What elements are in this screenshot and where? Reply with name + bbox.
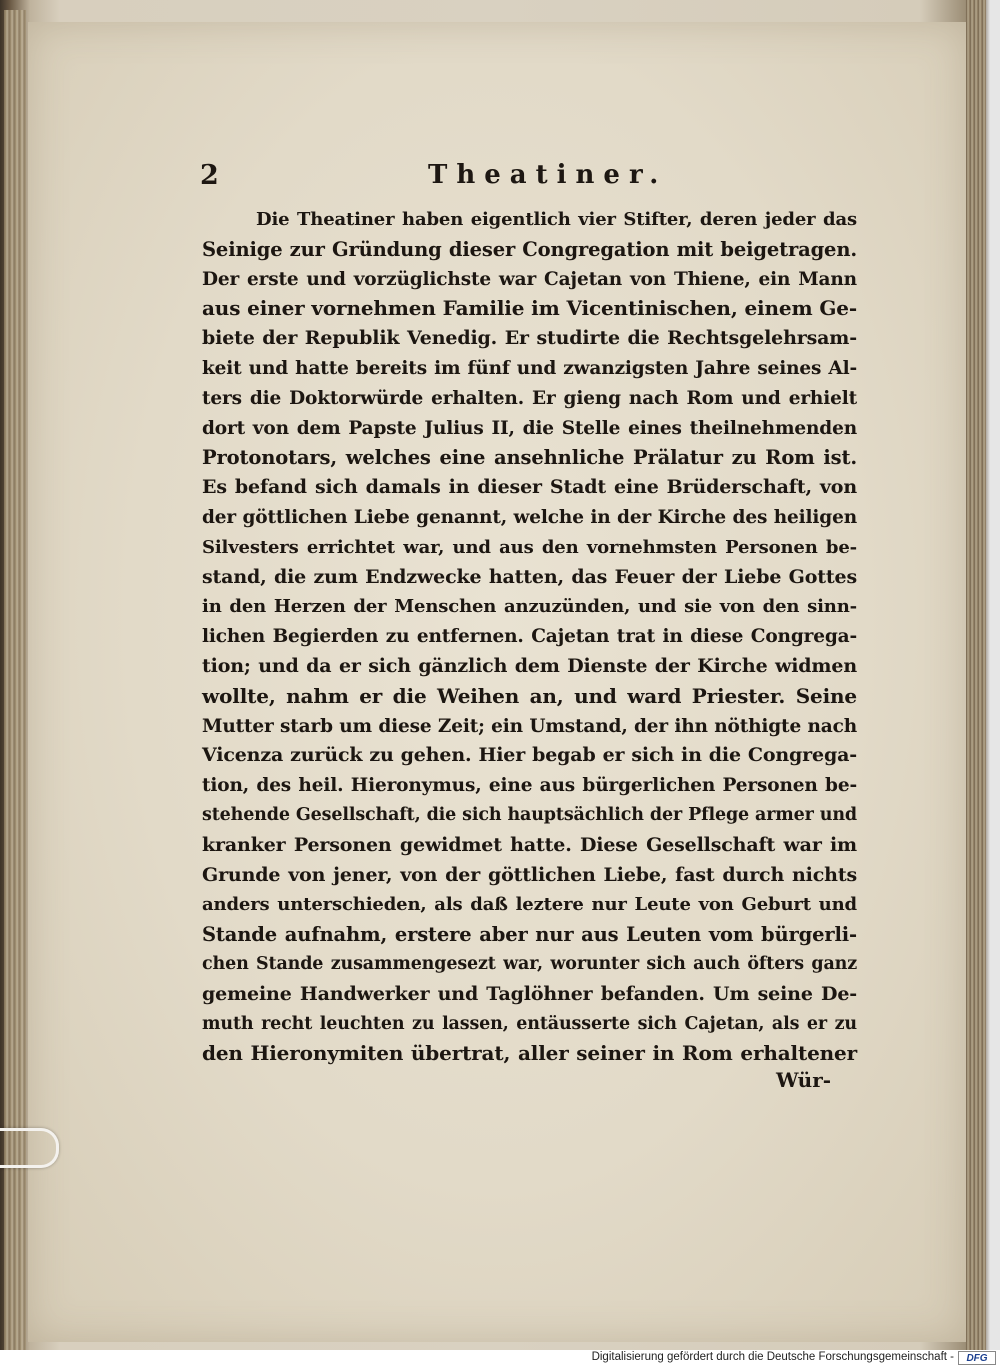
text-line: Silvesters errichtet war, und aus den vornehmsten Personen be- (202, 536, 857, 558)
text-line: Protonotars, welches eine ansehnliche Prälatur zu Rom ist. (202, 446, 857, 470)
text-line: keit und hatte bereits im fünf und zwanzigsten Jahre seines Al- (202, 357, 857, 379)
funding-credit: Digitalisierung gefördert durch die Deutsche Forschungsgemeinschaft - (591, 1351, 954, 1363)
footer-bar (0, 1350, 1000, 1367)
text-line: Vicenza zurück zu gehen. Hier begab er sich in die Congrega- (202, 744, 857, 767)
text-line: den Hieronymiten übertrat, aller seiner in Rom erhaltener (202, 1041, 857, 1066)
text-line: kranker Personen gewidmet hatte. Diese Gesellschaft war im (202, 833, 857, 856)
text-line: lichen Begierden zu entfernen. Cajetan trat in diese Congrega- (202, 626, 857, 648)
text-line: biete der Republik Venedig. Er studirte die Rechtsgelehrsam- (202, 327, 857, 350)
text-line: Stande aufnahm, erstere aber nur aus Leuten vom bürgerli- (202, 923, 857, 947)
text-line: stehende Gesellschaft, die sich hauptsächlich der Pflege armer und (202, 804, 857, 825)
bookmark-ribbon (0, 1128, 59, 1168)
catchword: Wür- (776, 1068, 832, 1092)
body-text (202, 205, 857, 1069)
text-line: dort von dem Papste Julius II, die Stelle eines theilnehmenden (202, 417, 857, 439)
text-line: Mutter starb um diese Zeit; ein Umstand, der ihn nöthigte nach (202, 715, 857, 737)
text-line: tion, des heil. Hieronymus, eine aus bürgerlichen Personen be- (202, 775, 857, 797)
text-line: gemeine Handwerker und Taglöhner befanden. Um seine De- (202, 982, 857, 1005)
text-line: wollte, nahm er die Weihen an, und ward Priester. Seine (202, 683, 857, 708)
page-header (200, 160, 850, 200)
text-line: Der erste und vorzüglichste war Cajetan von Thiene, ein Mann (202, 268, 857, 290)
running-title: Theatiner. (428, 160, 668, 190)
text-line: chen Stande zusammengesezt war, worunter sich auch öfters ganz (202, 953, 857, 974)
text-line: der göttlichen Liebe genannt, welche in der Kirche des heiligen (202, 506, 857, 528)
dfg-logo[interactable]: DFG (958, 1351, 996, 1365)
text-line: aus einer vornehmen Familie im Vicentinischen, einem Ge- (202, 296, 857, 321)
text-line: Es befand sich damals in dieser Stadt eine Brüderschaft, von (202, 476, 857, 499)
text-line: stand, die zum Endzwecke hatten, das Feuer der Liebe Gottes (202, 565, 857, 588)
page-edges-right (966, 0, 986, 1350)
text-line: in den Herzen der Menschen anzuzünden, und sie von den sinn- (202, 596, 857, 618)
text-line: muth recht leuchten zu lassen, entäusserte sich Cajetan, als er zu (202, 1013, 857, 1034)
text-line: ters die Doktorwürde erhalten. Er gieng nach Rom und erhielt (202, 387, 857, 409)
text-line: Die Theatiner haben eigentlich vier Stifter, deren jeder das (256, 209, 857, 230)
text-line: anders unterschieden, als daß leztere nur Leute von Geburt und (202, 894, 857, 916)
text-line: Grunde von jener, von der göttlichen Liebe, fast durch nichts (202, 863, 857, 886)
page-number: 2 (200, 160, 219, 191)
text-line: Seinige zur Gründung dieser Congregation mit beigetragen. (202, 237, 857, 261)
text-line: tion; und da er sich gänzlich dem Dienste der Kirche widmen (202, 654, 857, 677)
